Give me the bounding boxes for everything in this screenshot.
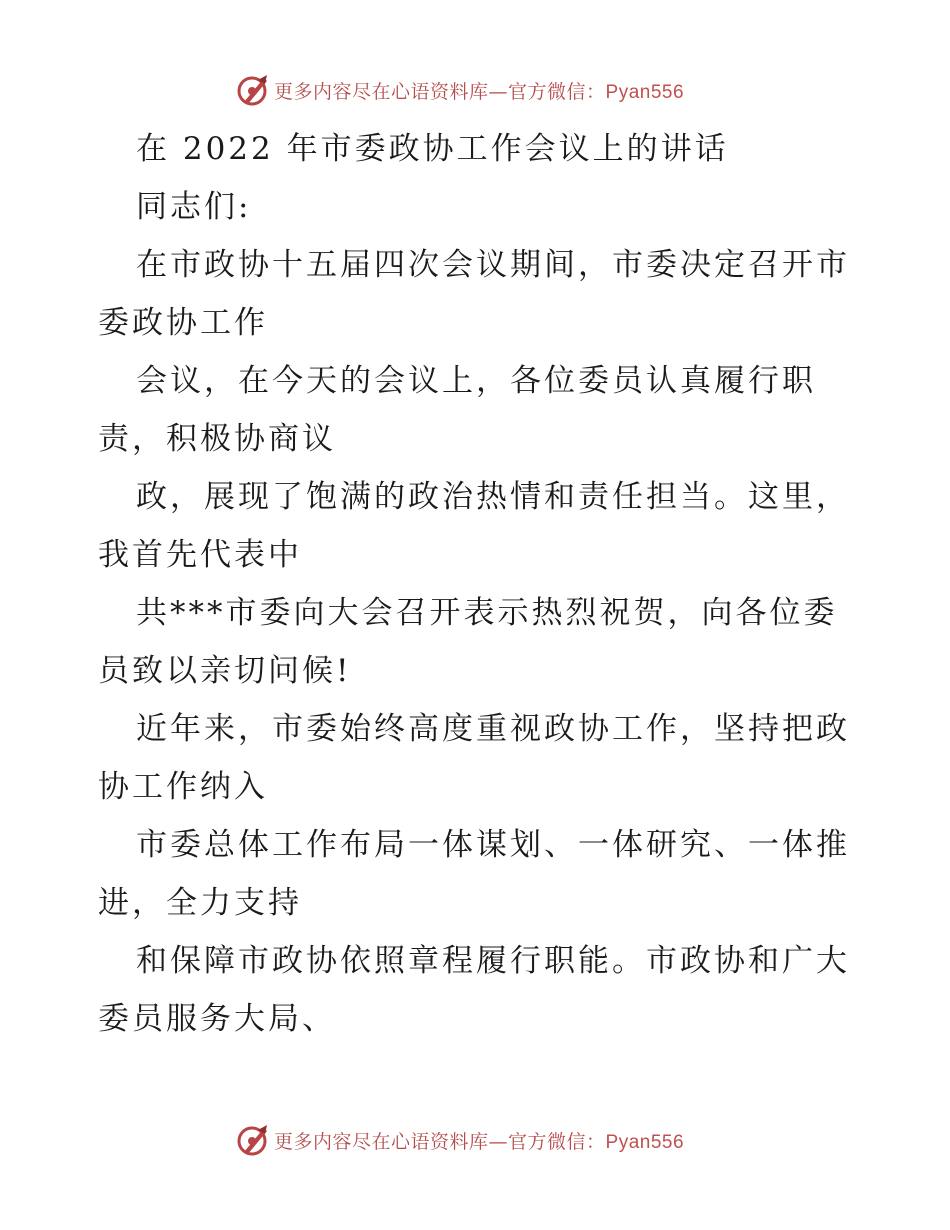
- quill-logo-icon: [234, 72, 270, 108]
- text-line: 委员服务大局、: [98, 1001, 336, 1037]
- text-line: 在市政协十五届四次会议期间，市委决定召开市: [136, 247, 850, 283]
- text-line: 政，展现了饱满的政治热情和责任担当。这里，: [136, 479, 850, 515]
- watermark-wechat-id: Pyan556: [605, 81, 685, 103]
- text-line: 员致以亲切问候!: [98, 653, 352, 689]
- text-line: 协工作纳入: [98, 769, 268, 805]
- quill-logo-icon: [234, 1122, 270, 1158]
- text-line: 责，积极协商议: [98, 421, 336, 457]
- text-line: 市委总体工作布局一体谋划、一体研究、一体推: [136, 827, 850, 863]
- text-line: 会议，在今天的会议上，各位委员认真履行职: [136, 363, 816, 399]
- text-line: 我首先代表中: [98, 537, 302, 573]
- footer-watermark: [234, 1122, 684, 1158]
- text-line: 进，全力支持: [98, 885, 302, 921]
- text-line: 和保障市政协依照章程履行职能。市政协和广大: [136, 943, 850, 979]
- text-line: 近年来，市委始终高度重视政协工作，坚持把政: [136, 711, 850, 747]
- watermark-text: 更多内容尽在心语资料库—官方微信：: [274, 80, 606, 103]
- watermark-wechat-id: Pyan556: [605, 1131, 685, 1153]
- text-line: 共***市委向大会召开表示热烈祝贺，向各位委: [136, 595, 838, 631]
- text-line: 同志们:: [136, 189, 252, 225]
- text-line: 在 2022 年市委政协工作会议上的讲话: [136, 131, 729, 167]
- document-body: [98, 120, 858, 1048]
- header-watermark: [234, 72, 684, 108]
- text-line: 委政协工作: [98, 305, 268, 341]
- watermark-text: 更多内容尽在心语资料库—官方微信：: [274, 1130, 606, 1153]
